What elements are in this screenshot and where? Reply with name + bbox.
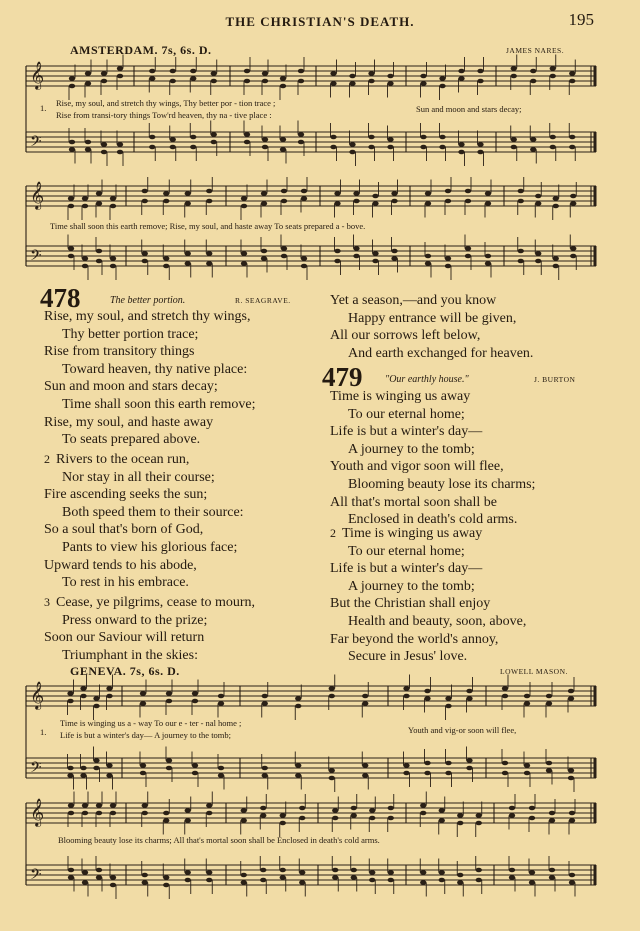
verse-line: Yet a season,—and you know xyxy=(330,293,497,308)
hymn-title-479: "Our earthly house." xyxy=(385,374,469,385)
lyric-line: Sun and moon and stars decay; xyxy=(416,104,522,114)
verse-line: Sun and moon and stars decay; xyxy=(44,379,218,395)
tune-composer-nares: JAMES NARES. xyxy=(506,46,565,55)
verse-line: Rise, my soul, and haste away xyxy=(44,414,214,430)
hymn-478-verse-3b xyxy=(330,292,533,362)
music-system-geneva-2 xyxy=(26,795,596,910)
lyric-line: Rise from transi-tory things Tow'rd heaven, thy na - tive place : xyxy=(56,110,272,120)
svg-text:𝄢: 𝄢 xyxy=(30,866,42,887)
verse-line: To seats prepared above. xyxy=(62,432,201,448)
lyric-line: Time is winging us a - way To our e - ter - nal home ; xyxy=(60,718,242,728)
verse-line: Enclosed in death's cold arms. xyxy=(348,512,518,528)
hymn-title-478: The better portion. xyxy=(110,295,186,306)
tune-name-amsterdam: AMSTERDAM. 7s, 6s. D. xyxy=(70,43,212,57)
svg-text:𝄞: 𝄞 xyxy=(30,798,45,826)
verse-line: Time is winging us away xyxy=(330,389,471,404)
hymn-author-479: J. BURTON xyxy=(534,375,576,384)
verse-line: And earth exchanged for heaven. xyxy=(348,345,534,361)
verse-line: Health and beauty, soon, above, xyxy=(348,613,527,629)
svg-text:𝄞: 𝄞 xyxy=(30,181,45,209)
verse-line: Soon our Saviour will return xyxy=(44,630,205,646)
verse-line: Triumphant in the skies: xyxy=(62,647,198,663)
verse-line: A journey to the tomb; xyxy=(348,578,475,594)
verse-line: Toward heaven, thy native place: xyxy=(62,361,248,377)
verse-number: 2 xyxy=(330,526,336,540)
verse-line: To our eternal home; xyxy=(348,406,465,422)
verse-line: Rise, my soul, and stretch thy wings, xyxy=(44,309,251,324)
verse-line: All our sorrows left below, xyxy=(330,328,481,344)
verse-line: To our eternal home; xyxy=(348,543,465,559)
svg-text:𝄢: 𝄢 xyxy=(30,247,42,268)
hymn-478-verse-2 xyxy=(44,451,244,592)
verse-marker: 1. xyxy=(40,103,47,113)
hymn-number-479: 479 xyxy=(322,362,363,392)
verse-line: Upward tends to his abode, xyxy=(44,557,197,573)
verse-line: Press onward to the prize; xyxy=(62,612,208,628)
page-number: 195 xyxy=(568,10,594,29)
lyric-line: Blooming beauty lose its charms; All that's mortal soon shall be Enclosed in death's cold arms. xyxy=(58,835,380,845)
verse-line: Happy entrance will be given, xyxy=(348,310,517,326)
running-header: THE CHRISTIAN'S DEATH. xyxy=(225,14,415,29)
svg-text:𝄞: 𝄞 xyxy=(30,61,45,89)
verse-line: Fire ascending seeks the sun; xyxy=(44,487,208,503)
verse-line: Both speed them to their source: xyxy=(62,504,244,520)
verse-number: 3 xyxy=(44,595,50,609)
svg-text:𝄢: 𝄢 xyxy=(30,133,42,154)
verse-line: Cease, ye pilgrims, cease to mourn, xyxy=(56,595,256,610)
hymn-author-478: R. SEAGRAVE. xyxy=(235,296,291,305)
lyric-line: Youth and vig-or soon will flee, xyxy=(408,725,517,735)
verse-number: 2 xyxy=(44,452,50,466)
verse-line: Pants to view his glorious face; xyxy=(62,539,238,555)
verse-line: A journey to the tomb; xyxy=(348,441,475,457)
verse-line: Rivers to the ocean run, xyxy=(56,452,190,467)
verse-line: To rest in his embrace. xyxy=(62,575,189,591)
hymn-478-verse-3a xyxy=(44,594,255,664)
verse-line: Life is but a winter's day— xyxy=(330,561,483,577)
verse-line: Rise from transitory things xyxy=(44,344,195,360)
verse-line: Time shall soon this earth remove; xyxy=(62,396,256,412)
verse-line: Secure in Jesus' love. xyxy=(348,649,468,665)
hymn-479-verse-2 xyxy=(330,525,526,666)
hymn-479-verse-1 xyxy=(330,388,535,529)
verse-line: Blooming beauty lose its charms; xyxy=(348,476,536,492)
verse-line: Nor stay in all their course; xyxy=(62,469,215,485)
lyric-line: Life is but a winter's day— A journey to the tomb; xyxy=(60,730,232,740)
verse-line: So a soul that's born of God, xyxy=(44,522,204,538)
lyric-line: Time shall soon this earth remove; Rise, my soul, and haste away To seats prepared a - bove. xyxy=(50,221,366,231)
verse-line: Youth and vigor soon will flee, xyxy=(330,459,504,475)
tune-name-geneva: GENEVA. 7s, 6s. D. xyxy=(70,664,180,678)
music-system-amsterdam-2 xyxy=(26,178,596,286)
tune-composer-mason: LOWELL MASON. xyxy=(500,667,568,676)
verse-marker: 1. xyxy=(40,727,47,737)
verse-line: Thy better portion trace; xyxy=(62,326,199,342)
verse-line: Life is but a winter's day— xyxy=(330,424,483,440)
hymn-number-478: 478 xyxy=(40,283,81,313)
svg-text:𝄢: 𝄢 xyxy=(30,759,42,780)
hymn-478-verse-1 xyxy=(44,308,256,449)
verse-line: Time is winging us away xyxy=(342,526,483,541)
svg-text:𝄞: 𝄞 xyxy=(30,681,45,709)
verse-line: But the Christian shall enjoy xyxy=(330,596,491,612)
verse-line: Far beyond the world's annoy, xyxy=(330,631,499,647)
verse-line: All that's mortal soon shall be xyxy=(330,494,498,510)
lyric-line: Rise, my soul, and stretch thy wings, Thy better por - tion trace ; xyxy=(56,98,276,108)
